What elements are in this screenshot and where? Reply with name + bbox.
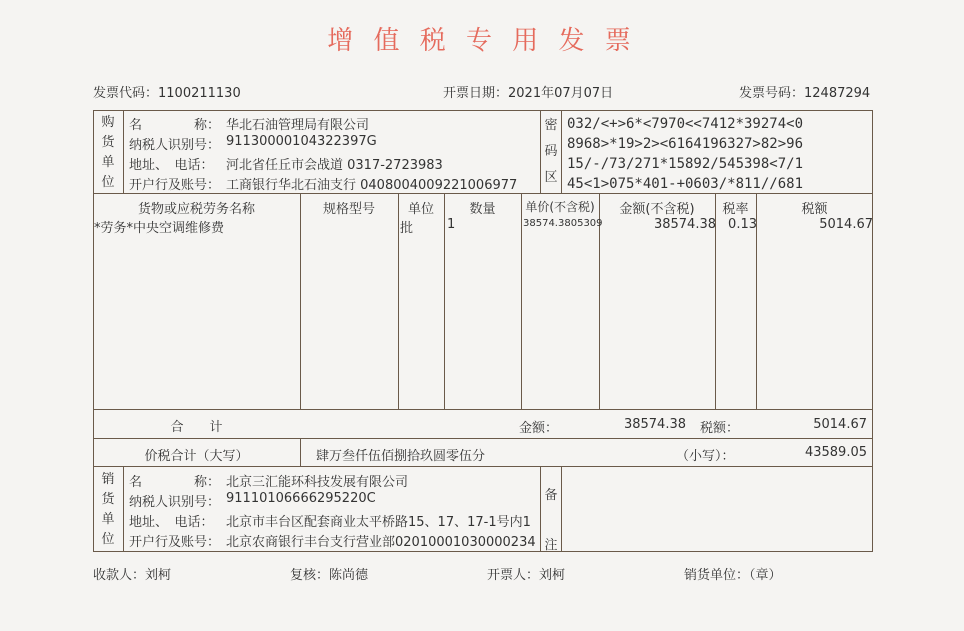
buyer-bank: 工商银行华北石油支行 0408004009221006977 <box>226 178 518 193</box>
divider <box>444 193 445 409</box>
totals-tax: 5014.67 <box>813 417 867 432</box>
buyer-address: 河北省任丘市会战道 0317-2723983 <box>226 158 443 173</box>
buyer-name: 华北石油管理局有限公司 <box>226 118 370 133</box>
buyer-side-char: 单 <box>101 155 115 170</box>
seller-address: 北京市丰台区配套商业太平桥路15、17、17-1号内1 <box>226 515 531 530</box>
footer-reviewer: 复核：陈尚德 <box>290 568 369 583</box>
grand-total-label: 价税合计（大写） <box>144 449 249 464</box>
item-unit: 批 <box>400 221 414 236</box>
buyer-bank-label: 开户行及账号： <box>129 178 221 193</box>
seller-side-char: 单 <box>101 512 115 527</box>
divider <box>93 438 873 439</box>
cipher-line: 032/<+>6*<7970<<7412*39274<0 <box>567 116 804 132</box>
divider <box>123 466 124 552</box>
invoice-number-label: 发票号码： <box>739 86 805 101</box>
buyer-side-char: 购 <box>101 115 115 130</box>
seller-bank: 北京农商银行丰台支行营业部02010001030000234 <box>226 535 536 550</box>
cipher-line: 15/-/73/271*15892/545398<7/1 <box>567 156 804 172</box>
invoice-code <box>93 82 241 101</box>
invoice-number <box>739 82 870 101</box>
item-qty: 1 <box>447 217 456 232</box>
item-price: 38574.3805309 <box>523 218 603 229</box>
grand-total-value: 43589.05 <box>804 445 867 460</box>
col-header-tax: 税额 <box>801 202 828 217</box>
totals-amount: 38574.38 <box>623 417 686 432</box>
item-name: *劳务*中央空调维修费 <box>94 221 225 236</box>
seller-tax-id-label: 纳税人识别号： <box>129 495 221 510</box>
seller-side-char: 货 <box>101 492 115 507</box>
totals-label: 合 计 <box>170 420 223 435</box>
invoice-code-label: 发票代码： <box>93 86 159 101</box>
seller-bank-label: 开户行及账号： <box>129 535 221 550</box>
seller-tax-id: 91110106666295220C <box>226 491 376 506</box>
remark-side-label <box>539 471 563 571</box>
cipher-side-label <box>539 113 563 191</box>
divider <box>398 193 399 409</box>
remark-side-char: 注 <box>544 538 558 553</box>
footer-payee: 收款人：刘柯 <box>93 568 172 583</box>
seller-address-label: 地址、 电话： <box>129 515 214 530</box>
col-header-rate: 税率 <box>722 202 749 217</box>
buyer-address-label: 地址、 电话： <box>129 158 214 173</box>
col-header-spec: 规格型号 <box>322 202 375 217</box>
seller-name-label: 名 称： <box>129 475 221 490</box>
divider <box>93 466 873 467</box>
seller-side-char: 销 <box>101 472 115 487</box>
col-header-price: 单价(不含税) <box>525 200 595 214</box>
totals-amount-label: 金额： <box>519 421 559 436</box>
invoice-date-label: 开票日期： <box>443 86 509 101</box>
col-header-qty: 数量 <box>469 202 496 217</box>
cipher-side-char: 密 <box>544 118 558 133</box>
buyer-tax-id-label: 纳税人识别号： <box>129 138 221 153</box>
buyer-side-char: 位 <box>101 175 115 190</box>
remark-side-char: 备 <box>544 488 558 503</box>
item-amount: 38574.38 <box>653 217 716 232</box>
seller-side-label <box>96 470 120 550</box>
invoice-number-value: 12487294 <box>804 86 871 101</box>
item-rate: 0.13 <box>728 217 757 232</box>
buyer-name-label: 名 称： <box>129 118 221 133</box>
buyer-tax-id: 91130000104322397G <box>226 134 377 149</box>
col-header-name: 货物或应税劳务名称 <box>137 202 255 217</box>
footer-seller-unit: 销货单位：（章） <box>684 568 782 583</box>
seller-name: 北京三汇能环科技发展有限公司 <box>226 475 409 490</box>
totals-tax-label: 税额： <box>700 421 740 436</box>
cipher-text <box>567 114 803 194</box>
divider <box>300 438 301 466</box>
seller-side-char: 位 <box>101 532 115 547</box>
invoice-date <box>443 82 613 101</box>
cipher-line: 8968>*19>2><6164196327>82>96 <box>567 136 804 152</box>
cipher-side-char: 区 <box>544 170 558 185</box>
grand-total-words: 肆万叁仟伍佰捌拾玖圆零伍分 <box>316 449 486 464</box>
invoice-code-value: 1100211130 <box>158 86 241 101</box>
divider <box>93 409 873 410</box>
invoice-date-value: 2021年07月07日 <box>508 86 614 101</box>
divider <box>123 110 124 193</box>
cipher-side-char: 码 <box>544 144 558 159</box>
divider <box>521 193 522 409</box>
buyer-side-char: 货 <box>101 135 115 150</box>
col-header-unit: 单位 <box>407 202 434 217</box>
col-header-amount: 金额(不含税) <box>619 202 695 217</box>
buyer-side-label <box>96 113 120 193</box>
item-tax: 5014.67 <box>819 217 873 232</box>
grand-total-small-label: （小写）： <box>676 449 735 464</box>
footer-issuer: 开票人：刘柯 <box>487 568 566 583</box>
invoice-title: 增 值 税 专 用 发 票 <box>327 26 637 56</box>
cipher-line: 45<1>075*401-+0603/*811//681 <box>567 176 804 192</box>
divider <box>300 193 301 409</box>
